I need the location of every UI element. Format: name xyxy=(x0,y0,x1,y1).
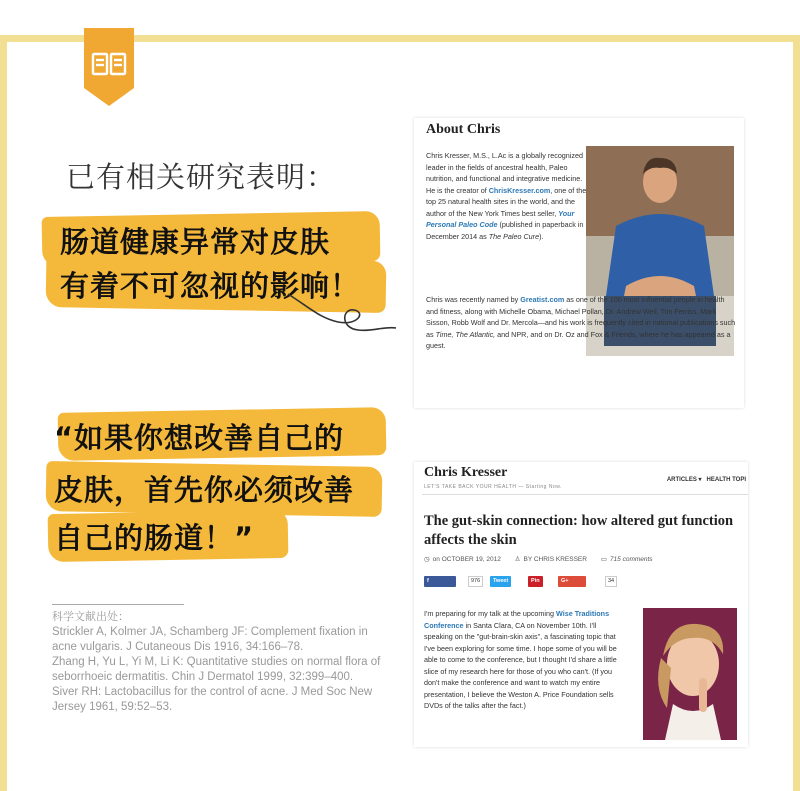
article-date: on OCTOBER 19, 2012 xyxy=(432,556,501,563)
article-meta xyxy=(424,555,665,563)
facebook-share-button[interactable]: f Facebook xyxy=(424,576,456,587)
references-title: 科学文献出处： xyxy=(52,610,129,623)
top-nav xyxy=(667,476,746,483)
facebook-count: 976 xyxy=(468,576,483,587)
greatist-link[interactable]: Greatist.com xyxy=(520,295,565,304)
claim-line-2: 有着不可忽视的影响！ xyxy=(60,269,361,303)
claim-line-1: 肠道健康异常对皮肤 xyxy=(60,225,331,259)
comment-icon: ▭ xyxy=(600,556,607,563)
article-photo xyxy=(643,608,737,740)
intro-text: 已有相关研究表明： xyxy=(66,160,337,194)
book-link[interactable]: Your Personal Paleo Code xyxy=(426,208,575,229)
quote-line-3: 自己的肠道！” xyxy=(54,521,255,555)
divider xyxy=(422,494,748,495)
article-card xyxy=(414,462,748,747)
reference-item: Zhang H, Yu L, Yi M, Li K: Quantitative studies on normal flora of seborrhoeic dermatitis. Chin J Dermatol 1999, 32:399–400. xyxy=(52,656,381,683)
article-body: I'm preparing for my talk at the upcoming Wise Traditions Conference in Santa Clara, CA on November 10th. I'll speaking on the "gut-brain-skin axis", a fascinating topic that I've been exploring for some time. I hope some of you will be able to come to the conference, but I thought I'd share a little slice of my research here for those of you who can't. (If you don't make the conference and want to watch my entire presentation, I believe the Weston A. Price Foundation sells DVDs of the talks after the fact.) xyxy=(424,609,617,710)
about-heading: About Chris xyxy=(426,122,501,137)
divider xyxy=(52,604,184,605)
google-plus-count: 34 xyxy=(605,576,617,587)
about-paragraph-1: Chris Kresser, M.S., L.Ac is a globally recognized leader in the fields of ancestral health, Paleo nutrition, and functional and integrative medicine. He is the creator of ChrisKresser.com, one of the top 25 natural health sites in the world, and the author of the New York Times best seller, Your Personal Paleo Code (published in paperback in December 2014 as The Paleo Cure). xyxy=(426,151,587,241)
article-author[interactable]: BY CHRIS KRESSER xyxy=(523,556,587,563)
clock-icon: ◷ xyxy=(424,556,430,563)
nav-articles[interactable]: ARTICLES ▾ xyxy=(666,477,702,483)
blog-tagline: LET'S TAKE BACK YOUR HEALTH — Starting Now. xyxy=(424,484,562,490)
wise-traditions-link[interactable]: Wise Traditions Conference xyxy=(424,609,610,630)
google-plus-button[interactable]: G+ Google+ xyxy=(558,576,586,587)
pin-button[interactable]: Pin xyxy=(528,576,543,587)
swirl-decoration xyxy=(280,288,400,348)
quote-line-1: “如果你想改善自己的 xyxy=(54,421,345,455)
nav-health-topics[interactable]: HEALTH TOPI xyxy=(706,477,746,483)
reference-item: Siver RH: Lactobacillus for the control of acne. J Med Soc New Jersey 1961, 59:52–53. xyxy=(52,686,373,713)
quote-line-2: 皮肤，首先你必须改善 xyxy=(54,473,355,507)
comment-count[interactable]: 715 comments xyxy=(609,556,653,563)
blog-name[interactable]: Chris Kresser xyxy=(424,465,508,480)
reference-item: Strickler A, Kolmer JA, Schamberg JF: Complement fixation in acne vulgaris. J Cutaneous Dis 1916, 34:166–78. xyxy=(52,626,368,653)
chriskresser-link[interactable]: ChrisKresser.com xyxy=(488,185,551,195)
about-paragraph-2: Chris was recently named by Greatist.com as one of the 100 most influential people in health and fitness, along with Michelle Obama, Michael Pollan, Dr. Andrew Weil, Tim Ferriss, Mark Sisson, Robb Wolf and Dr. Mercola—and his work is frequently cited in national publications such as Time, The Atlantic, and NPR, and on Dr. Oz and Fox & Friends, where he has appeared as a guest. xyxy=(426,295,736,350)
references xyxy=(52,604,392,715)
article-title: The gut-skin connection: how altered gut function affects the skin xyxy=(424,513,734,548)
user-icon: ♙ xyxy=(514,556,521,563)
about-chris-card xyxy=(414,118,744,408)
tweet-button[interactable]: Tweet xyxy=(490,576,511,587)
open-book-icon xyxy=(84,28,134,106)
